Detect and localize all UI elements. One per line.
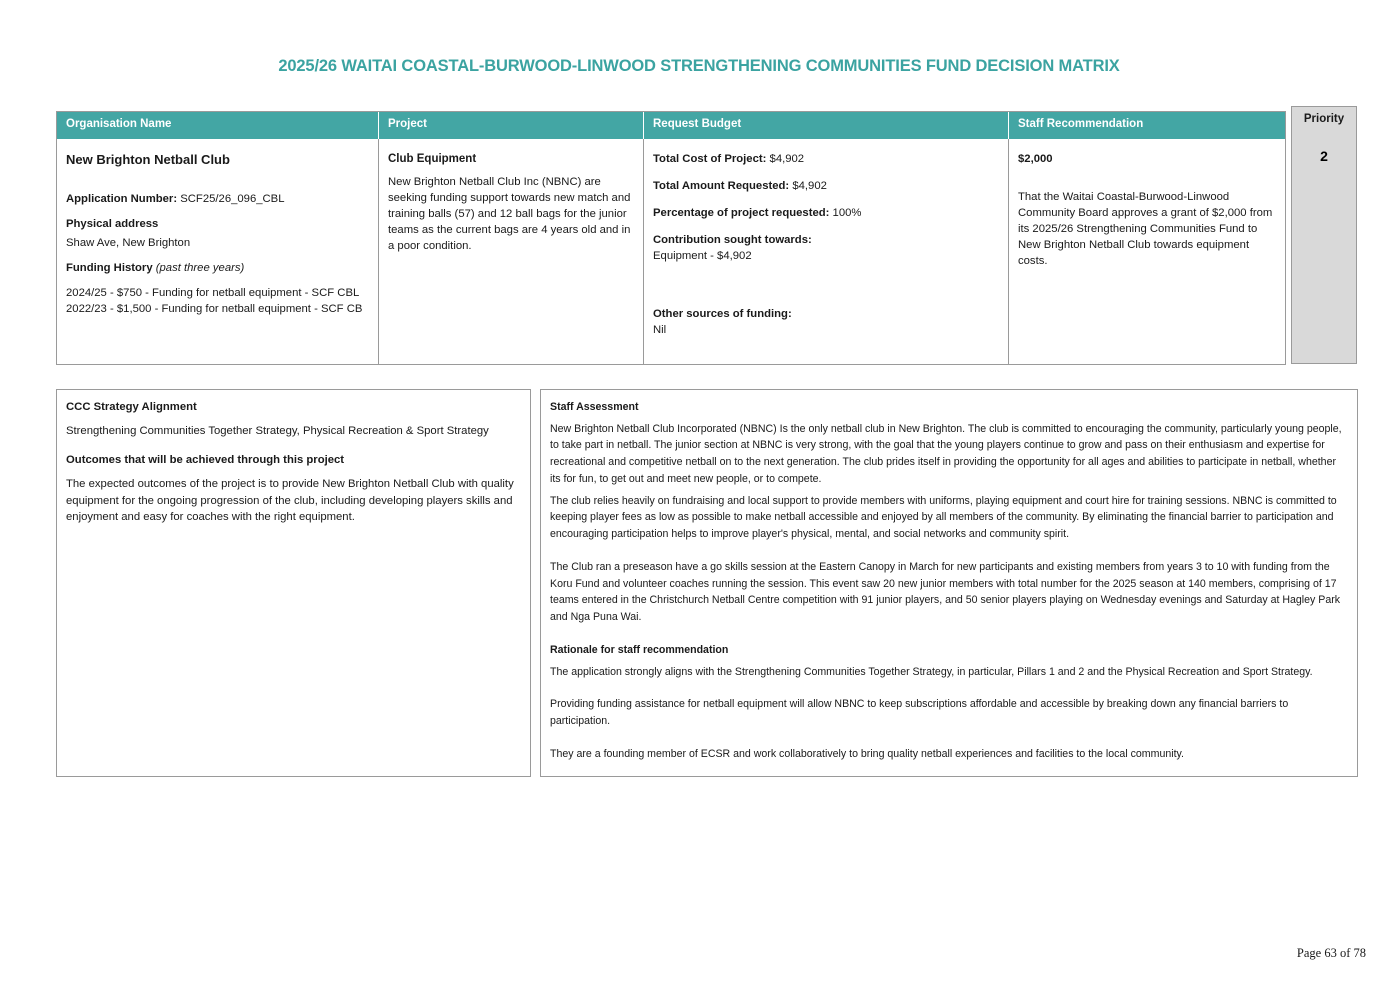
contribution-value: Equipment - $4,902 bbox=[653, 250, 752, 263]
funding-history-label-row bbox=[66, 260, 368, 276]
total-requested-row bbox=[653, 178, 998, 194]
staff-assessment-panel bbox=[540, 389, 1358, 777]
total-requested-value: $4,902 bbox=[792, 180, 827, 193]
column-header-priority: Priority bbox=[1303, 113, 1345, 125]
strategy-alignment-text: Strengthening Communities Together Strategy, Physical Recreation & Sport Strategy bbox=[66, 425, 489, 438]
rationale-paragraph: They are a founding member of ECSR and work collaboratively to bring quality netball experiences and facilities to the local community. bbox=[550, 747, 1184, 760]
rationale-heading: Rationale for staff recommendation bbox=[550, 643, 729, 656]
rationale-paragraph: Providing funding assistance for netball equipment will allow NBNC to keep subscriptions affordable and accessible by breaking down any financial barriers to participation. bbox=[550, 698, 1289, 728]
funding-history-label: Funding History bbox=[66, 261, 153, 274]
outcomes-text: The expected outcomes of the project is to provide New Brighton Netball Club with quality equipment for the ongoing progression of the club, including developing players skills and enjoyment and easy for coaches with the right equipment. bbox=[66, 478, 514, 523]
strategy-heading: CCC Strategy Alignment bbox=[66, 401, 197, 413]
decision-matrix-table bbox=[56, 111, 1286, 365]
priority-value: 2 bbox=[1320, 148, 1328, 164]
cell-request-budget bbox=[644, 139, 1009, 364]
total-cost-value: $4,902 bbox=[769, 153, 805, 165]
page-footer: Page 63 of 78 bbox=[1296, 946, 1366, 960]
funding-history-line: 2022/23 - $1,500 - Funding for netball equipment - SCF CB bbox=[66, 302, 363, 315]
percentage-requested-row bbox=[653, 205, 998, 221]
funding-history-line: 2024/25 - $750 - Funding for netball equipment - SCF CBL bbox=[66, 286, 360, 299]
recommendation-text: That the Waitai Coastal-Burwood-Linwood Community Board approves a grant of $2,000 from its 2025/26 Strengthening Communities Fund to New Brighton Netball Club towards equipment costs. bbox=[1018, 191, 1273, 268]
column-header-project: Project bbox=[379, 112, 644, 139]
assessment-paragraph: New Brighton Netball Club Incorporated (NBNC) Is the only netball club in New Brighton. The club is committed to encouraging the community, particularly young people, to take part in netball. The junior section at NBNC is very strong, with the goal that the young players continue to grow and pass on their enthusiasm and expertise for recreational and competitive netball on to the next generation. The club prides itself in providing the opportunity for all ages and abilities to participate in netball, whether its for fun, to get out and meet new people, or to compete. bbox=[550, 422, 1342, 485]
outcomes-heading: Outcomes that will be achieved through this project bbox=[66, 453, 345, 466]
total-cost-label: Total Cost of Project: bbox=[653, 153, 767, 165]
application-number-label: Application Number: bbox=[66, 193, 178, 206]
application-number-value: SCF25/26_096_CBL bbox=[180, 193, 285, 206]
application-number-row bbox=[66, 191, 368, 207]
rationale-paragraph: The application strongly aligns with the Strengthening Communities Together Strategy, in particular, Pillars 1 and 2 and the Physical Recreation and Sport Strategy. bbox=[550, 665, 1313, 678]
contribution-label: Contribution sought towards: bbox=[653, 234, 812, 247]
page-title: 2025/26 WAITAI COASTAL-BURWOOD-LINWOOD STRENGTHENING COMMUNITIES FUND DECISION MATRIX bbox=[278, 57, 1120, 75]
percentage-requested-value: 100% bbox=[832, 207, 862, 220]
matrix-header-row bbox=[57, 112, 1285, 139]
ccc-strategy-alignment-panel bbox=[56, 389, 531, 777]
percentage-requested-label: Percentage of project requested: bbox=[653, 207, 830, 220]
budget-spacer bbox=[653, 264, 998, 306]
matrix-data-row bbox=[57, 139, 1285, 364]
total-requested-label: Total Amount Requested: bbox=[653, 180, 790, 193]
column-header-request-budget: Request Budget bbox=[644, 112, 1009, 139]
column-header-staff-recommendation: Staff Recommendation bbox=[1018, 118, 1144, 130]
assessment-paragraph: The club relies heavily on fundraising and local support to provide members with uniforms, playing equipment and court hire for training sessions. NBNC is committed to keeping player fees as low as possible to make netball accessible and enjoyed by all members of the community. By eliminating the financial barrier to participation and encouraging participation helps to improve player's physical, mental, and social networks and community spirit. bbox=[550, 494, 1337, 541]
assessment-heading: Staff Assessment bbox=[550, 401, 639, 413]
recommended-amount: $2,000 bbox=[1018, 153, 1053, 165]
other-sources-value: Nil bbox=[653, 324, 667, 337]
physical-address-label: Physical address bbox=[66, 218, 159, 231]
priority-column bbox=[1291, 106, 1357, 364]
cell-project bbox=[379, 139, 644, 364]
physical-address-value: Shaw Ave, New Brighton bbox=[66, 236, 191, 249]
organisation-name: New Brighton Netball Club bbox=[66, 152, 230, 167]
column-header-organisation: Organisation Name bbox=[57, 112, 379, 139]
other-sources-label: Other sources of funding: bbox=[653, 308, 792, 321]
cell-staff-recommendation bbox=[1009, 139, 1285, 364]
project-description: New Brighton Netball Club Inc (NBNC) are seeking funding support towards new match and training balls (57) and 12 ball bags for the junior teams as the current bags are 4 years old and in a poor condition. bbox=[388, 176, 631, 253]
project-title: Club Equipment bbox=[388, 153, 477, 165]
total-cost-row bbox=[653, 151, 998, 167]
funding-history-note: (past three years) bbox=[155, 261, 245, 274]
assessment-paragraph: The Club ran a preseason have a go skills session at the Eastern Canopy in March for new participants and existing members from years 3 to 10 with funding from the Koru Fund and volunteer coaches running the session. This event saw 20 new junior members with total number for the 2025 season at 140 members, comprising of 17 teams entered in the Christchurch Netball Centre competition with 91 junior players, and 50 senior players playing on Wednesday evenings and Saturday at Hagley Park and Nga Puna Wai. bbox=[550, 560, 1341, 624]
cell-organisation bbox=[57, 139, 379, 364]
